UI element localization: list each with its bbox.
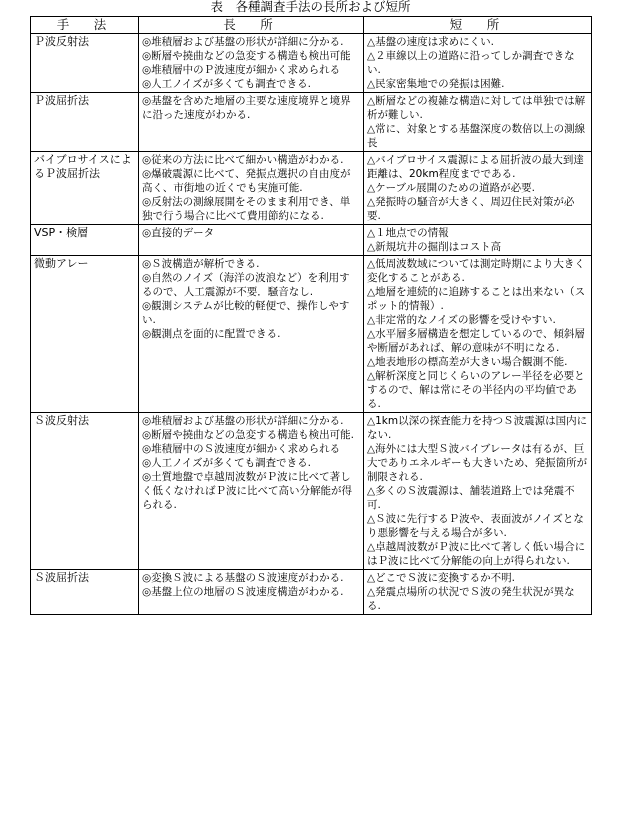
pros-cell [139,225,364,256]
pros-cell [139,93,364,152]
cons-cell [364,93,592,152]
pro-item: ◎堆積層および基盤の形状が詳細に分かる. [142,36,344,48]
pros-cell [139,34,364,93]
con-item: △バイブロサイス震源による屈折波の最大到達距離は、20km程度までである. [367,154,584,180]
cons-cell [364,256,592,413]
pro-item: ◎断層や撓曲などの急変する構造も検出可能. [142,429,354,441]
con-item: △多くのＳ波震源は、舗装道路上では発震不可. [367,485,575,511]
con-item: △卓越周波数がＰ波に比べて著しく低い場合にはＰ波に比べて分解能の向上が得られない. [367,541,586,567]
pro-item: ◎断層や撓曲などの急変する構造も検出可能 [142,50,351,62]
con-item: △新規坑井の掘削はコスト高 [367,241,502,253]
header-cons: 短 所 [364,17,592,34]
con-item: △地表地形の標高差が大きい場合観測不能. [367,356,568,368]
con-item: △ケーブル展開のための道路が必要. [367,182,535,194]
method-cell: Ｐ波屈折法 [31,93,139,152]
con-item: △1km以深の探査能力を持つＳ波震源は国内にない. [367,415,588,441]
table-row [31,93,592,152]
header-row [31,17,592,34]
con-item: △２車線以上の道路に沿ってしか調査できない. [367,50,575,76]
pro-item: ◎直接的データ [142,227,215,239]
pro-item: ◎観測システムが比較的軽便で、操作しやすい. [142,300,350,326]
cons-cell [364,152,592,225]
pros-cell [139,256,364,413]
con-item: △常に、対象とする基盤深度の数倍以上の測線長 [367,123,586,149]
con-item: △解析深度と同じくらいのアレー半径を必要とするので、解は常にその半径内の平均値である. [367,370,585,410]
con-item: △発震点場所の状況でＳ波の発生状況が異なる. [367,586,575,612]
con-item: △断層などの複雑な構造に対しては単独では解析が難しい. [367,95,586,121]
table-row [31,34,592,93]
pro-item: ◎観測点を面的に配置できる. [142,328,281,340]
pro-item: ◎Ｓ波構造が解析できる. [142,258,260,270]
method-cell: Ｓ波屈折法 [31,570,139,615]
table-caption: 表 各種調査手法の長所および短所 [210,0,411,14]
table-row [31,570,592,615]
header-method: 手 法 [31,17,139,34]
pro-item: ◎堆積層および基盤の形状が詳細に分かる. [142,415,344,427]
pro-item: ◎堆積層中のＳ波速度が細かく求められる [142,443,341,455]
pros-cell [139,413,364,570]
method-cell: Ｓ波反射法 [31,413,139,570]
pro-item: ◎従来の方法に比べて細かい構造がわかる. [142,154,344,166]
cons-cell [364,225,592,256]
method-cell: バイブロサイスによるＰ波屈折法 [31,152,139,225]
table-row [31,225,592,256]
pros-cell [139,152,364,225]
table-row [31,256,592,413]
pro-item: ◎反射法の測線展開をそのまま利用でき、単独で行う場合に比べて費用節約になる. [142,196,351,222]
table-body [31,34,592,615]
method-cell: Ｐ波反射法 [31,34,139,93]
con-item: △低周波数域については測定時期により大きく変化することがある. [367,258,585,284]
comparison-table [30,16,592,615]
pros-cell [139,570,364,615]
con-item: △民家密集地での発振は困難. [367,78,505,90]
con-item: △海外には大型Ｓ波バイブレータは有るが、巨大でありエネルギーも大きいため、発振箇所が制限される. [367,443,588,483]
table-row [31,152,592,225]
pro-item: ◎人工ノイズが多くても調査できる. [142,78,311,90]
con-item: △１地点での情報 [367,227,449,239]
table-row [31,413,592,570]
pro-item: ◎堆積層中のＰ波速度が細かく求められる [142,64,341,76]
cons-cell [364,570,592,615]
con-item: △地層を連続的に追跡することは出来ない（スポット的情報）. [367,286,586,312]
pro-item: ◎変換Ｓ波による基盤のＳ波速度がわかる. [142,572,344,584]
con-item: △非定常的なノイズの影響を受けやすい. [367,314,556,326]
con-item: △基盤の速度は求めにくい. [367,36,494,48]
method-cell: 微動アレー [31,256,139,413]
pro-item: ◎土質地盤で卓越周波数がＰ波に比べて著しく低くなければＰ波に比べて高い分解能が得られる. [142,471,352,511]
pro-item: ◎爆破震源に比べて、発振点選択の自由度が高く、市街地の近くでも実施可能. [142,168,351,194]
con-item: △水平層多層構造を想定しているので、傾斜層や断層があれば、解の意味が不明になる. [367,328,585,354]
con-item: △どこでＳ波に変換するか不明. [367,572,515,584]
pro-item: ◎自然のノイズ（海洋の波浪など）を利用するので、人工震源が不要．騒音なし. [142,272,350,298]
con-item: △Ｓ波に先行するＰ波や、表面波がノイズとなり悪影響を与える場合が多い. [367,513,584,539]
header-pros: 長 所 [139,17,364,34]
method-cell: VSP・検層 [31,225,139,256]
cons-cell [364,34,592,93]
pro-item: ◎基盤上位の地層のＳ波速度構造がわかる. [142,586,344,598]
cons-cell [364,413,592,570]
con-item: △発振時の騒音が大きく、周辺住民対策が必要. [367,196,575,222]
pro-item: ◎人工ノイズが多くても調査できる. [142,457,311,469]
pro-item: ◎基盤を含めた地層の主要な速度境界と境界に沿った速度がわかる. [142,95,351,121]
